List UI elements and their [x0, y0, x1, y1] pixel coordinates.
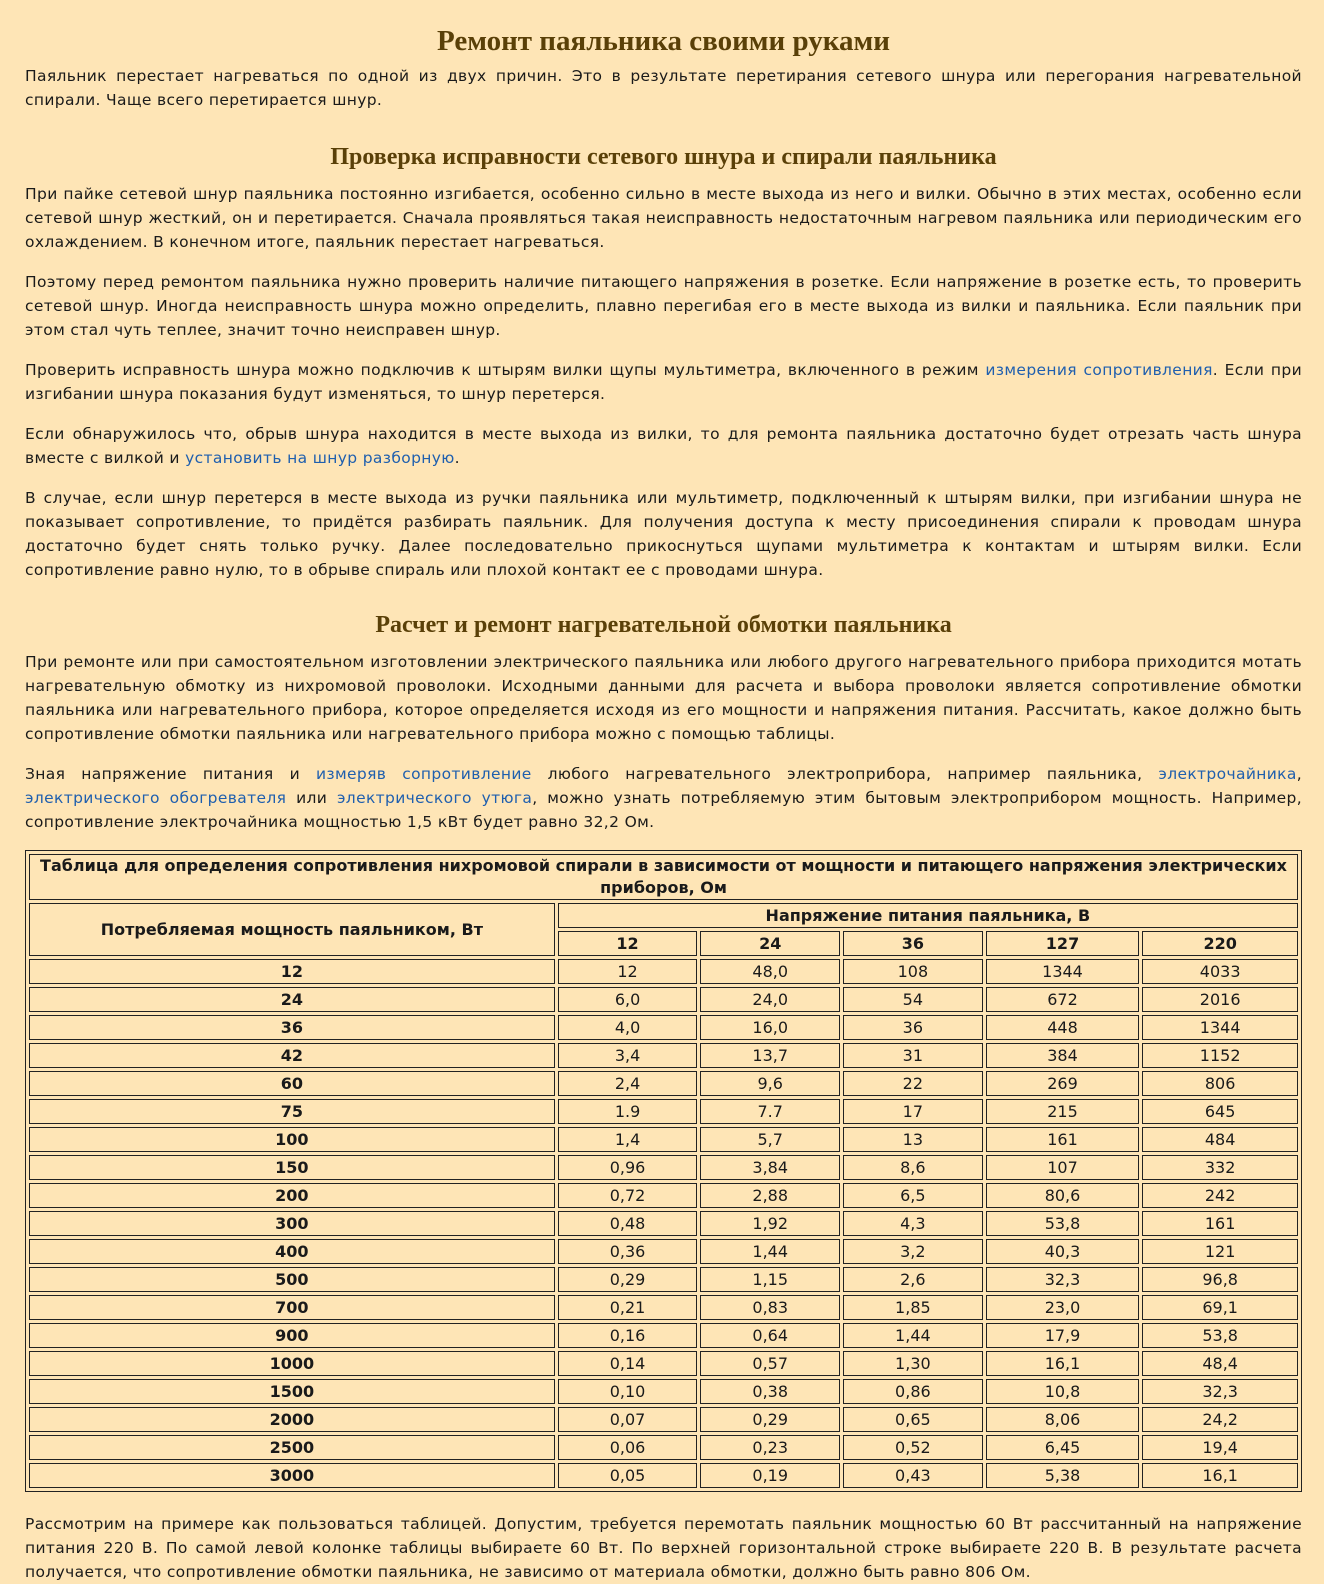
- resistance-cell: 121: [1142, 1239, 1298, 1264]
- link-install-plug[interactable]: установить на шнур разборную: [185, 449, 455, 467]
- resistance-cell: 0,19: [700, 1463, 840, 1488]
- resistance-cell: 215: [986, 1099, 1140, 1124]
- resistance-cell: 24,0: [700, 987, 840, 1012]
- resistance-cell: 0,07: [558, 1407, 698, 1432]
- table-row: [29, 1435, 1298, 1460]
- resistance-cell: 1152: [1142, 1043, 1298, 1068]
- resistance-cell: 13,7: [700, 1043, 840, 1068]
- power-column-header: Потребляемая мощность паяльником, Вт: [29, 903, 555, 956]
- resistance-cell: 0,38: [700, 1379, 840, 1404]
- resistance-cell: 32,3: [986, 1267, 1140, 1292]
- voltage-column-header: 36: [843, 931, 983, 956]
- paragraph: Если обнаружилось что, обрыв шнура находится в месте выхода из вилки, то для ремонта паяльника достаточно будет отрезать часть шнура вместе с вилкой и установить на шнур разборную.: [25, 425, 1302, 467]
- resistance-cell: 6,5: [843, 1183, 983, 1208]
- resistance-cell: 1.9: [558, 1099, 698, 1124]
- table-caption: Таблица для определения сопротивления нихромовой спирали в зависимости от мощности и питающего напряжения электрических приборов, Ом: [29, 854, 1298, 900]
- resistance-cell: 0,06: [558, 1435, 698, 1460]
- power-cell: 1500: [29, 1379, 555, 1404]
- resistance-cell: 0,65: [843, 1407, 983, 1432]
- link-resistance-measurement[interactable]: измерения сопротивления: [985, 361, 1213, 379]
- resistance-cell: 108: [843, 959, 983, 984]
- paragraph: Проверить исправность шнура можно подключив к штырям вилки щупы мультиметра, включенного в режим измерения сопротивления. Если при изгибании шнура показания будут изменяться, то шнур перетерся.: [25, 361, 1303, 403]
- resistance-cell: 1344: [986, 959, 1140, 984]
- power-cell: 100: [29, 1127, 555, 1152]
- resistance-cell: 672: [986, 987, 1140, 1012]
- resistance-cell: 22: [843, 1071, 983, 1096]
- resistance-cell: 2,6: [843, 1267, 983, 1292]
- table-row: [29, 1071, 1298, 1096]
- resistance-cell: 448: [986, 1015, 1140, 1040]
- resistance-cell: 5,38: [986, 1463, 1140, 1488]
- resistance-cell: 6,45: [986, 1435, 1140, 1460]
- table-row: [29, 1183, 1298, 1208]
- table-row: [29, 1379, 1298, 1404]
- resistance-cell: 0,52: [843, 1435, 983, 1460]
- link-iron[interactable]: электрического утюга: [336, 789, 533, 807]
- power-cell: 24: [29, 987, 555, 1012]
- resistance-cell: 48,4: [1142, 1351, 1298, 1376]
- power-cell: 2000: [29, 1407, 555, 1432]
- power-cell: 75: [29, 1099, 555, 1124]
- resistance-cell: 1,44: [700, 1239, 840, 1264]
- resistance-cell: 36: [843, 1015, 983, 1040]
- resistance-cell: 80,6: [986, 1183, 1140, 1208]
- section-heading-calc: Расчет и ремонт нагревательной обмотки паяльника: [375, 612, 952, 638]
- power-cell: 60: [29, 1071, 555, 1096]
- resistance-cell: 0,23: [700, 1435, 840, 1460]
- resistance-cell: 0,36: [558, 1239, 698, 1264]
- table-row: [29, 1463, 1298, 1488]
- resistance-cell: 54: [843, 987, 983, 1012]
- table-row: [29, 1099, 1298, 1124]
- resistance-cell: 0,14: [558, 1351, 698, 1376]
- resistance-cell: 0,16: [558, 1323, 698, 1348]
- resistance-cell: 1,85: [843, 1295, 983, 1320]
- resistance-cell: 107: [986, 1155, 1140, 1180]
- resistance-cell: 1,30: [843, 1351, 983, 1376]
- resistance-cell: 484: [1142, 1127, 1298, 1152]
- resistance-cell: 8,6: [843, 1155, 983, 1180]
- table-row: [29, 1043, 1298, 1068]
- resistance-cell: 0,29: [700, 1407, 840, 1432]
- resistance-cell: 10,8: [986, 1379, 1140, 1404]
- resistance-cell: 48,0: [700, 959, 840, 984]
- resistance-cell: 17,9: [986, 1323, 1140, 1348]
- resistance-cell: 0,64: [700, 1323, 840, 1348]
- resistance-cell: 9,6: [700, 1071, 840, 1096]
- resistance-cell: 0,83: [700, 1295, 840, 1320]
- resistance-cell: 0,48: [558, 1211, 698, 1236]
- link-heater[interactable]: электрического обогревателя: [25, 789, 287, 807]
- table-row: [29, 1239, 1298, 1264]
- table-row: [29, 1407, 1298, 1432]
- paragraph: При ремонте или при самостоятельном изготовлении электрического паяльника или любого другого нагревательного прибора приходится мотать нагревательную обмотку из нихромовой проволоки. Исходными данными для расчета и выбора проволоки является сопротивление обмотки паяльника или нагревательного прибора, которое определяется исходя из его мощности и напряжения питания. Рассчитать, какое должно быть сопротивление обмотки паяльника или нагревательного прибора можно с помощью таблицы.: [25, 653, 1302, 743]
- paragraph: Зная напряжение питания и измеряв сопротивление любого нагревательного электроприбора, например паяльника, электрочайника, электрического обогревателя или электрического утюга, можно узнать потребляемую этим бытовым электроприбором мощность. Например, сопротивление электрочайника мощностью 1,5 кВт будет равно 32,2 Ом.: [25, 765, 1302, 831]
- table-row: [29, 1015, 1298, 1040]
- resistance-cell: 53,8: [1142, 1323, 1298, 1348]
- paragraph: При пайке сетевой шнур паяльника постоянно изгибается, особенно сильно в месте выхода из него и вилки. Обычно в этих местах, особенно если сетевой шнур жесткий, он и перетирается. Сначала проявляться такая неисправность недостаточным нагревом паяльника или периодическим его охлаждением. В конечном итоге, паяльник перестает нагреваться.: [25, 185, 1302, 251]
- resistance-cell: 1,44: [843, 1323, 983, 1348]
- resistance-cell: 0,10: [558, 1379, 698, 1404]
- paragraph: Поэтому перед ремонтом паяльника нужно проверить наличие питающего напряжения в розетке. Если напряжение в розетке есть, то проверить сетевой шнур. Иногда неисправность шнура можно определить, плавно перегибая его в месте выхода из вилки и паяльника. Если паяльник при этом стал чуть теплее, значит точно неисправен шнур.: [25, 273, 1302, 339]
- power-cell: 36: [29, 1015, 555, 1040]
- voltage-column-header: 220: [1142, 931, 1298, 956]
- resistance-cell: 16,0: [700, 1015, 840, 1040]
- resistance-cell: 31: [843, 1043, 983, 1068]
- table-row: [29, 1127, 1298, 1152]
- resistance-cell: 0,43: [843, 1463, 983, 1488]
- resistance-cell: 13: [843, 1127, 983, 1152]
- resistance-cell: 332: [1142, 1155, 1298, 1180]
- table-row: [29, 987, 1298, 1012]
- resistance-cell: 242: [1142, 1183, 1298, 1208]
- voltage-column-header: 127: [986, 931, 1140, 956]
- resistance-cell: 23,0: [986, 1295, 1140, 1320]
- resistance-cell: 4033: [1142, 959, 1298, 984]
- table-row: [29, 1211, 1298, 1236]
- resistance-cell: 3,84: [700, 1155, 840, 1180]
- table-body: [29, 959, 1298, 1488]
- resistance-cell: 24,2: [1142, 1407, 1298, 1432]
- resistance-cell: 0,86: [843, 1379, 983, 1404]
- resistance-cell: 4,0: [558, 1015, 698, 1040]
- resistance-cell: 16,1: [1142, 1463, 1298, 1488]
- power-cell: 400: [29, 1239, 555, 1264]
- section-heading-check: Проверка исправности сетевого шнура и спирали паяльника: [330, 144, 997, 170]
- intro-paragraph: Паяльник перестает нагреваться по одной из двух причин. Это в результате перетирания сетевого шнура или перегорания нагревательной спирали. Чаще всего перетирается шнур.: [25, 67, 1302, 109]
- power-cell: 200: [29, 1183, 555, 1208]
- resistance-cell: 0,21: [558, 1295, 698, 1320]
- resistance-cell: 96,8: [1142, 1267, 1298, 1292]
- power-cell: 150: [29, 1155, 555, 1180]
- resistance-cell: 3,4: [558, 1043, 698, 1068]
- resistance-cell: 0,72: [558, 1183, 698, 1208]
- page-title: Ремонт паяльника своими руками: [437, 25, 890, 57]
- resistance-cell: 3,2: [843, 1239, 983, 1264]
- resistance-cell: 6,0: [558, 987, 698, 1012]
- power-cell: 42: [29, 1043, 555, 1068]
- resistance-cell: 53,8: [986, 1211, 1140, 1236]
- resistance-cell: 8,06: [986, 1407, 1140, 1432]
- resistance-cell: 40,3: [986, 1239, 1140, 1264]
- resistance-cell: 2016: [1142, 987, 1298, 1012]
- resistance-cell: 269: [986, 1071, 1140, 1096]
- resistance-cell: 1,15: [700, 1267, 840, 1292]
- table-row: [29, 1323, 1298, 1348]
- table-row: [29, 1295, 1298, 1320]
- resistance-cell: 0,57: [700, 1351, 840, 1376]
- resistance-cell: 5,7: [700, 1127, 840, 1152]
- resistance-cell: 161: [1142, 1211, 1298, 1236]
- resistance-cell: 2,4: [558, 1071, 698, 1096]
- resistance-cell: 1344: [1142, 1015, 1298, 1040]
- table-row: [29, 1267, 1298, 1292]
- resistance-cell: 16,1: [986, 1351, 1140, 1376]
- resistance-cell: 161: [986, 1127, 1140, 1152]
- resistance-cell: 1,4: [558, 1127, 698, 1152]
- power-cell: 900: [29, 1323, 555, 1348]
- paragraph: В случае, если шнур перетерся в месте выхода из ручки паяльника или мультиметр, подключенный к штырям вилки, при изгибании шнура не показывает сопротивление, то придётся разбирать паяльник. Для получения доступа к месту присоединения спирали к проводам шнура достаточно будет снять только ручку. Далее последовательно прикоснуться щупами мультиметра к контактам и штырям вилки. Если сопротивление равно нулю, то в обрыве спираль или плохой контакт ее с проводами шнура.: [25, 489, 1302, 579]
- resistance-cell: 4,3: [843, 1211, 983, 1236]
- table-row: [29, 959, 1298, 984]
- table-row: [29, 1155, 1298, 1180]
- power-cell: 3000: [29, 1463, 555, 1488]
- resistance-cell: 645: [1142, 1099, 1298, 1124]
- resistance-cell: 0,29: [558, 1267, 698, 1292]
- power-cell: 12: [29, 959, 555, 984]
- resistance-cell: 69,1: [1142, 1295, 1298, 1320]
- resistance-cell: 384: [986, 1043, 1140, 1068]
- resistance-cell: 17: [843, 1099, 983, 1124]
- link-kettle[interactable]: электрочайника: [1158, 765, 1297, 783]
- power-cell: 700: [29, 1295, 555, 1320]
- resistance-cell: 32,3: [1142, 1379, 1298, 1404]
- power-cell: 2500: [29, 1435, 555, 1460]
- resistance-cell: 7.7: [700, 1099, 840, 1124]
- resistance-cell: 19,4: [1142, 1435, 1298, 1460]
- resistance-cell: 2,88: [700, 1183, 840, 1208]
- voltage-header: Напряжение питания паяльника, В: [558, 903, 1298, 928]
- resistance-cell: 0,05: [558, 1463, 698, 1488]
- resistance-table: [25, 850, 1302, 1492]
- resistance-cell: 806: [1142, 1071, 1298, 1096]
- link-measure-resistance[interactable]: измеряв сопротивление: [315, 765, 532, 783]
- power-cell: 1000: [29, 1351, 555, 1376]
- resistance-cell: 1,92: [700, 1211, 840, 1236]
- voltage-column-header: 24: [700, 931, 840, 956]
- resistance-cell: 12: [558, 959, 698, 984]
- voltage-column-header: 12: [558, 931, 698, 956]
- power-cell: 300: [29, 1211, 555, 1236]
- resistance-cell: 0,96: [558, 1155, 698, 1180]
- outro-paragraph: Рассмотрим на примере как пользоваться таблицей. Допустим, требуется перемотать паяльник мощностью 60 Вт рассчитанный на напряжение питания 220 В. По самой левой колонке таблицы выбираете 60 Вт. По верхней горизонтальной строке выбираете 220 В. В результате расчета получается, что сопротивление обмотки паяльника, не зависимо от материала обмотки, должно быть равно 806 Ом.: [25, 1515, 1302, 1581]
- table-row: [29, 1351, 1298, 1376]
- power-cell: 500: [29, 1267, 555, 1292]
